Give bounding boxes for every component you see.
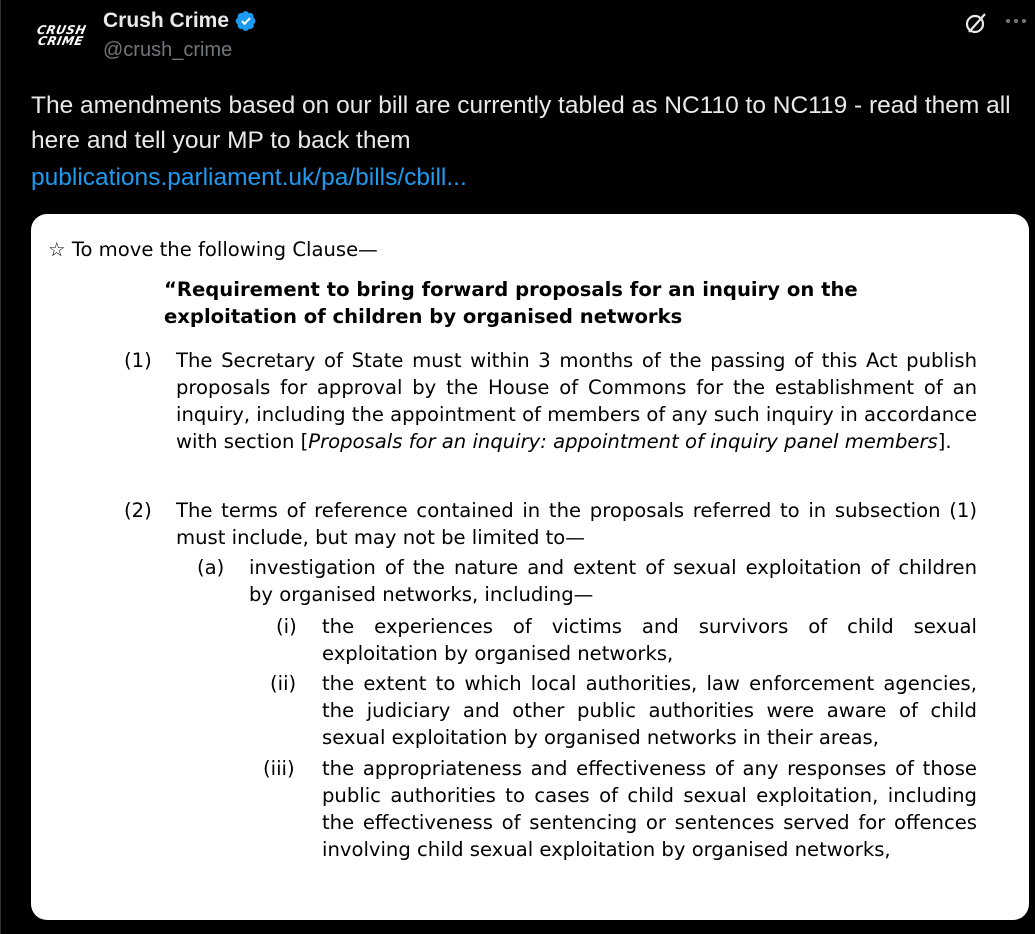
handle[interactable]: @crush_crime xyxy=(103,39,233,61)
ii-text: the extent to which local authorities, law enforcement agencies, the judiciary and other public authorities were aware of child sexual exploitation by organised networks in their areas, xyxy=(322,672,977,749)
tweet-link[interactable]: publications.parliament.uk/pa/bills/cbill... xyxy=(31,164,467,191)
tweet-image[interactable] xyxy=(31,214,1029,920)
i-number: (i) xyxy=(276,615,297,638)
star-icon: ☆ xyxy=(48,238,66,261)
iii-text: the appropriateness and effectiveness of any responses of those public authorities to cases of child sexual exploitation, including the effectiveness of sentencing or sentences served for offences involving child sexual exploitation by organised networks, xyxy=(322,757,977,861)
more-icon xyxy=(1005,17,1027,25)
grok-button[interactable] xyxy=(961,8,991,38)
more-button[interactable] xyxy=(1001,6,1031,36)
tweet-text: The amendments based on our bill are currently tabled as NC110 to NC119 - read them all here and tell your MP to back them xyxy=(31,92,1011,154)
iii-number: (iii) xyxy=(263,757,295,780)
a-text: investigation of the nature and extent of sexual exploitation of children by organised networks, including— xyxy=(249,556,977,606)
i-text: the experiences of victims and survivors of child sexual exploitation by organised networks, xyxy=(322,615,977,665)
s2-text: The terms of reference contained in the proposals referred to in subsection (1) must include, but may not be limited to— xyxy=(176,499,977,549)
avatar[interactable] xyxy=(25,14,97,58)
s1-text xyxy=(176,347,977,455)
doc-heading: “Requirement to bring forward proposals for an inquiry on the exploitation of children by organised networks xyxy=(164,278,858,328)
s1-text-end: ]. xyxy=(937,430,952,453)
doc-intro xyxy=(48,236,378,263)
s1-text-plain: The Secretary of State must within 3 months of the passing of this Act publish proposals for approval by the House of Commons for the establishment of an inquiry, including the appointment of members of any such inquiry in accordance with section [ xyxy=(176,349,977,453)
a-number: (a) xyxy=(197,556,225,579)
s1-text-italic: Proposals for an inquiry: appointment of inquiry panel members xyxy=(308,430,938,453)
s2-number: (2) xyxy=(124,499,152,522)
name-row xyxy=(103,8,257,34)
s1-number: (1) xyxy=(124,349,152,372)
author-block xyxy=(103,8,257,62)
ii-number: (ii) xyxy=(270,672,297,695)
avatar-line-2: CRIME xyxy=(37,34,86,48)
display-name[interactable]: Crush Crime xyxy=(103,9,230,32)
grok-icon xyxy=(963,10,989,36)
avatar-line-1: CRUSH xyxy=(35,23,88,37)
doc-intro-text: To move the following Clause— xyxy=(71,238,378,261)
verified-badge-icon[interactable] xyxy=(235,10,257,32)
